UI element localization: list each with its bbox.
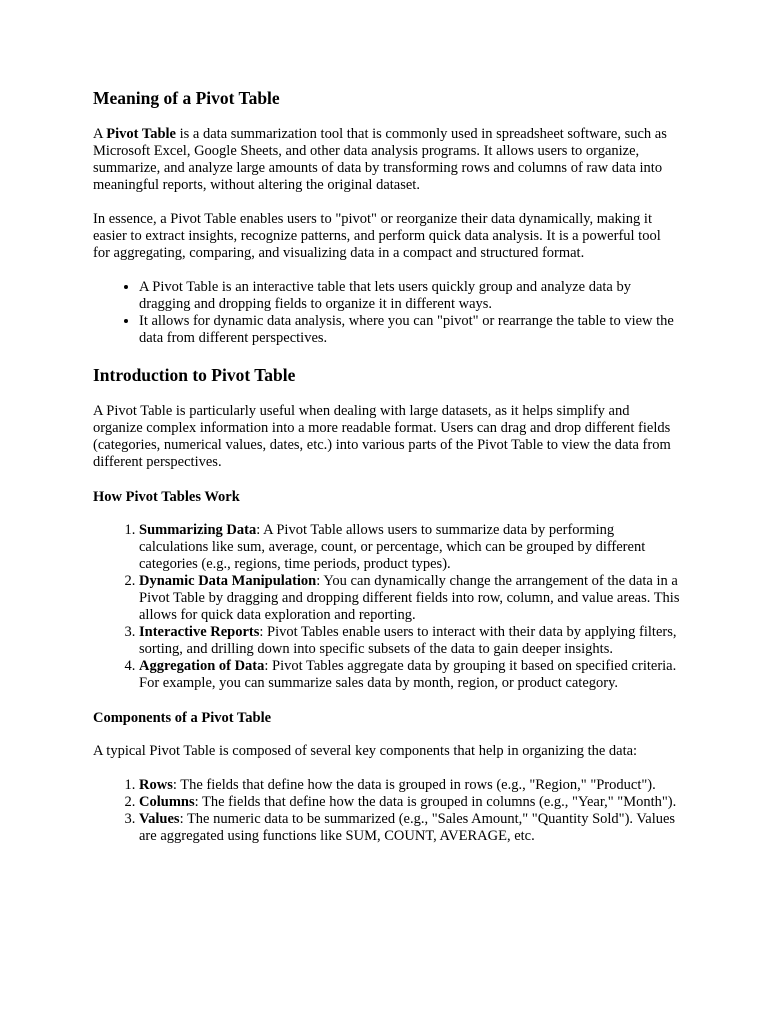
bold-term-pivot-table: Pivot Table xyxy=(106,126,176,142)
paragraph-lead: A xyxy=(93,126,107,142)
section-heading-meaning: Meaning of a Pivot Table xyxy=(93,88,280,108)
list-item xyxy=(139,811,680,845)
list-item-term: Aggregation of Data xyxy=(139,658,265,674)
list-item xyxy=(139,777,680,794)
subheading-components: Components of a Pivot Table xyxy=(93,710,272,726)
list-item xyxy=(139,573,680,624)
list-item xyxy=(139,794,680,811)
section-heading-introduction: Introduction to Pivot Table xyxy=(93,365,296,385)
list-item: • It allows for dynamic data analysis, where you can "pivot" or rearrange the table to view the data from different perspectives. xyxy=(139,313,680,347)
list-item: • A Pivot Table is an interactive table that lets users quickly group and analyze data by dragging and dropping fields to organize it in different ways. xyxy=(139,279,680,313)
list-item xyxy=(139,658,680,692)
list-item-term: Values xyxy=(139,811,180,827)
list-item xyxy=(139,624,680,658)
list-item-term: Interactive Reports xyxy=(139,624,260,640)
paragraph-essence: In essence, a Pivot Table enables users to "pivot" or reorganize their data dynamically, making it easier to extract insights, recognize patterns, and perform quick data analysis. It is a powerful tool for aggregating, comparing, and visualizing data in a compact and structured format. xyxy=(93,211,661,261)
list-item-text: : The fields that define how the data is grouped in rows (e.g., "Region," "Product"). xyxy=(172,777,656,793)
paragraph-components-intro: A typical Pivot Table is composed of several key components that help in organizing the data: xyxy=(93,743,638,759)
list-item-text: : A Pivot Table allows users to summarize data by performing calculations like sum, average, count, or percentage, which can be grouped by different categories (e.g., regions, time periods, product types). xyxy=(139,522,646,572)
list-item-text: : Pivot Tables enable users to interact with their data by applying filters, sorting, and drilling down into specific subsets of the data to gain deeper insights. xyxy=(139,624,677,657)
list-item-term: Rows xyxy=(139,777,173,793)
list-item-text: : You can dynamically change the arrangement of the data in a Pivot Table by dragging and dropping different fields into row, column, and value areas. This allows for quick data exploration and reporting. xyxy=(139,573,680,623)
paragraph-definition xyxy=(93,126,680,194)
list-item xyxy=(139,522,680,573)
list-item-text: : The numeric data to be summarized (e.g., "Sales Amount," "Quantity Sold"). Values are aggregated using functions like SUM, COUNT, AVERAGE, etc. xyxy=(139,811,676,844)
subheading-how-it-works: How Pivot Tables Work xyxy=(93,489,240,505)
paragraph-rest: is a data summarization tool that is commonly used in spreadsheet software, such as Microsoft Excel, Google Sheets, and other data analysis programs. It allows users to organize, summarize, and analyze large amounts of data by transforming rows and columns of raw data into meaningful reports, without altering the original dataset. xyxy=(93,126,667,193)
numbered-list-components xyxy=(93,777,680,845)
list-item-text: : The fields that define how the data is grouped in columns (e.g., "Year," "Month"). xyxy=(194,794,677,810)
list-item-term: Columns xyxy=(139,794,195,810)
list-item-text: : Pivot Tables aggregate data by grouping it based on specified criteria. For example, you can summarize sales data by month, region, or product category. xyxy=(139,658,677,691)
paragraph-introduction: A Pivot Table is particularly useful when dealing with large datasets, as it helps simplify and organize complex information into a more readable format. Users can drag and drop different fields (categories, numerical values, dates, etc.) into various parts of the Pivot Table to view the data from different perspectives. xyxy=(93,403,671,470)
list-item-term: Dynamic Data Manipulation xyxy=(139,573,317,589)
list-item-term: Summarizing Data xyxy=(139,522,257,538)
numbered-list-how xyxy=(93,522,680,692)
bullet-list xyxy=(93,279,680,347)
